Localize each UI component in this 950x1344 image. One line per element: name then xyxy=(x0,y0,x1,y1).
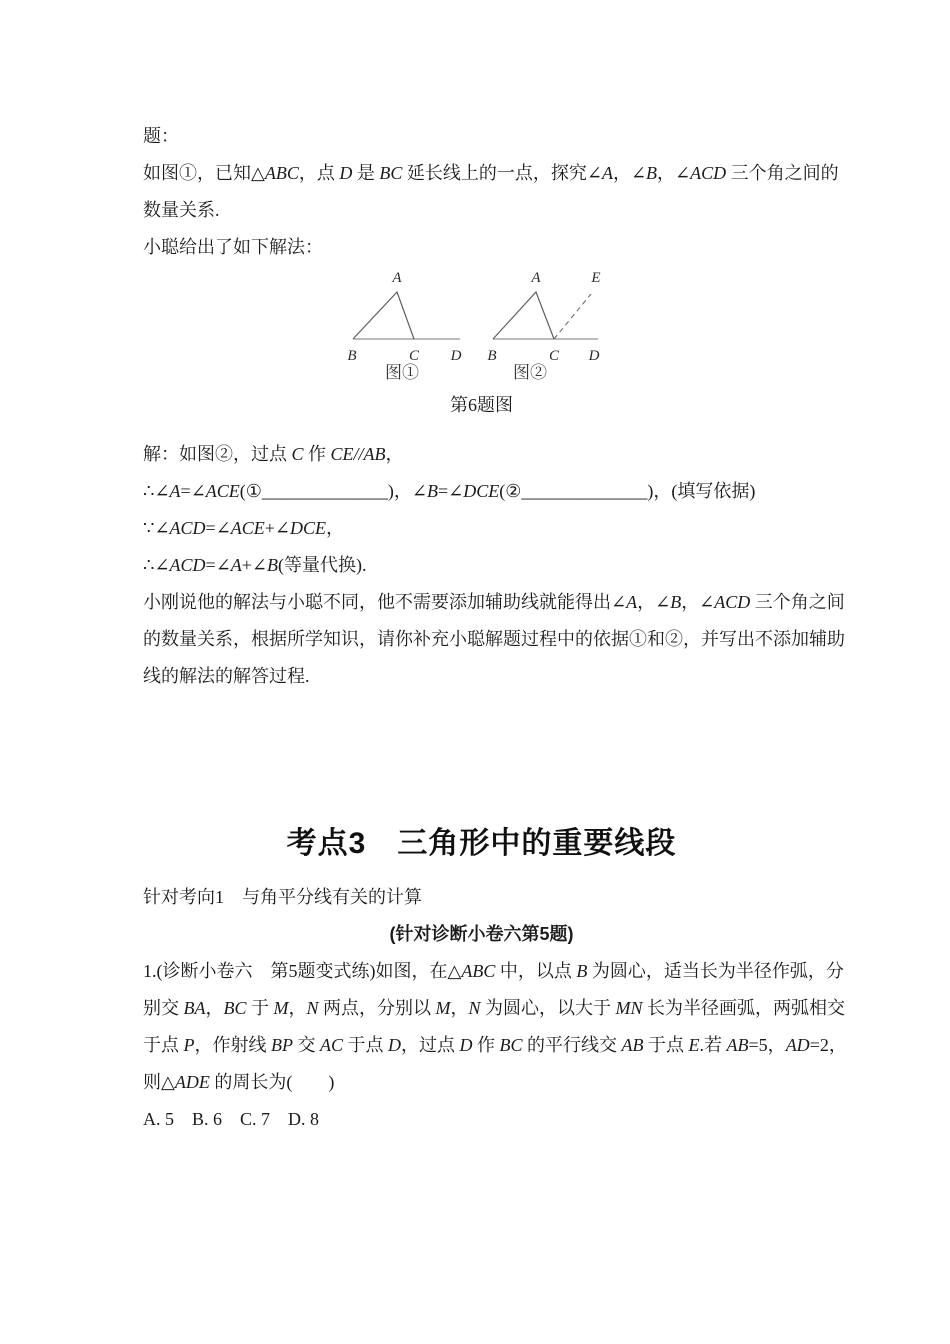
choice-c: C. 7 xyxy=(240,1109,271,1129)
fig2-triangle xyxy=(493,292,554,339)
fig2-caption: 图② xyxy=(513,363,547,382)
figure-title: 第6题图 xyxy=(450,395,513,415)
solution-line-2-with-blanks: ∴∠A=∠ACE(①______________)，∠B=∠DCE(②______________)，(填写依据) xyxy=(143,481,756,501)
followup-line-2: 的数量关系，根据所学知识，请你补充小聪解题过程中的依据①和②，并写出不添加辅助 xyxy=(143,629,845,649)
question-1-line-4: 则△ADE 的周长为( ) xyxy=(143,1072,335,1092)
solution-line-1: 解：如图②，过点 C 作 CE//AB， xyxy=(143,444,404,464)
choice-a: A. 5 xyxy=(143,1109,174,1129)
followup-line-1: 小刚说他的解法与小聪不同，他不需要添加辅助线就能得出∠A，∠B，∠ACD 三个角之间 xyxy=(143,592,845,612)
choice-d: D. 8 xyxy=(288,1109,320,1129)
question-1 xyxy=(143,953,847,1138)
fig1-label-b: B xyxy=(347,348,357,364)
question-1-line-2: 别交 BA，BC 于 M，N 两点，分别以 M，N 为圆心，以大于 MN 长为半径画弧，两弧相交 xyxy=(143,998,846,1018)
fig1-label-c: C xyxy=(408,348,420,364)
fig2-label-b: B xyxy=(487,348,497,364)
source-note: (针对诊断小卷六第5题) xyxy=(389,924,574,944)
problem-statement-line-2: 数量关系. xyxy=(143,200,220,220)
fig2-label-e: E xyxy=(591,270,601,286)
intro-stub-line: 题： xyxy=(143,126,179,146)
fig2-label-c: C xyxy=(548,348,560,364)
fig1-label-a: A xyxy=(392,270,402,286)
fig2-dashed-ce-line xyxy=(554,294,591,339)
problem-statement-line-3: 小聪给出了如下解法： xyxy=(143,237,323,257)
exam-direction-label: 针对考向1 与角平分线有关的计算 xyxy=(143,887,422,907)
triangle-figures xyxy=(340,270,620,387)
fig1-caption: 图① xyxy=(385,363,419,382)
fig1-label-d: D xyxy=(450,348,462,364)
section-heading: 考点3 三角形中的重要线段 xyxy=(286,827,677,860)
fig2-label-a: A xyxy=(531,270,541,286)
fig2-label-d: D xyxy=(588,348,600,364)
answer-choices xyxy=(143,1101,820,1138)
question-1-line-3: 于点 P，作射线 BP 交 AC 于点 D，过点 D 作 BC 的平行线交 AB 于点 E.若 AB=5，AD=2， xyxy=(143,1035,847,1055)
solution-line-3: ∵∠ACD=∠ACE+∠DCE， xyxy=(143,518,345,538)
figure-block xyxy=(340,270,820,387)
solution-block xyxy=(143,436,845,695)
problem-statement-line-1: 如图①，已知△ABC，点 D 是 BC 延长线上的一点，探究∠A，∠B，∠ACD 三个角之间的 xyxy=(143,163,839,183)
solution-line-4: ∴∠ACD=∠A+∠B(等量代换). xyxy=(143,555,367,575)
question-1-line-1: 1.(诊断小卷六 第5题变式练)如图，在△ABC 中，以点 B 为圆心，适当长为半径作弧，分 xyxy=(143,961,844,981)
fig1-triangle xyxy=(353,292,414,339)
choice-b: B. 6 xyxy=(192,1109,223,1129)
followup-line-3: 线的解法的解答过程. xyxy=(143,666,310,686)
